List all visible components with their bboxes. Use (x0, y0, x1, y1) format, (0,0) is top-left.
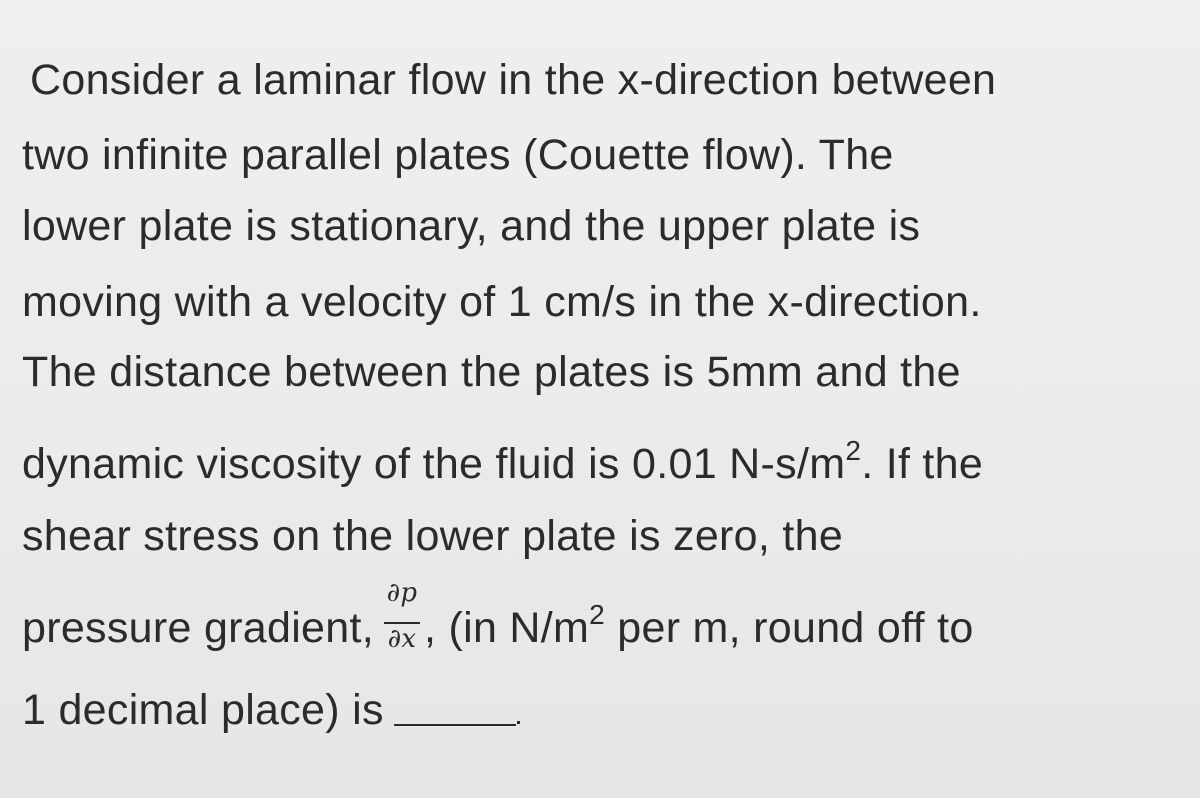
partial-derivative-fraction (382, 578, 422, 654)
answer-prompt: 1 decimal place) is (22, 686, 384, 734)
question-line-6 (22, 435, 984, 490)
fraction-numerator: ∂p (386, 578, 418, 608)
answer-blank (394, 724, 516, 726)
question-line-4: moving with a velocity of 1 cm/s in the x-direction. (22, 278, 982, 326)
viscosity-text: dynamic viscosity of the fluid is 0.01 N-s/m (22, 440, 846, 488)
fraction-denominator: ∂x (387, 624, 417, 654)
unit-text: , (in N/m (423, 604, 590, 652)
pressure-gradient-label: pressure gradient, (22, 604, 374, 652)
question-line-1: Consider a laminar flow in the x-direction between (30, 56, 997, 104)
unit-exponent: 2 (589, 599, 606, 630)
line-6-end: . If the (861, 440, 984, 488)
period-mark (517, 721, 520, 724)
question-line-5: The distance between the plates is 5mm and the (22, 348, 961, 396)
question-line-2: two infinite parallel plates (Couette flow). The (22, 131, 894, 179)
question-line-9 (22, 684, 520, 736)
question-line-7: shear stress on the lower plate is zero, the (22, 512, 844, 560)
rounding-instruction: per m, round off to (605, 604, 974, 652)
question-line-3: lower plate is stationary, and the upper plate is (22, 202, 921, 250)
question-line-8 (22, 578, 974, 654)
viscosity-unit-exponent: 2 (845, 435, 862, 466)
